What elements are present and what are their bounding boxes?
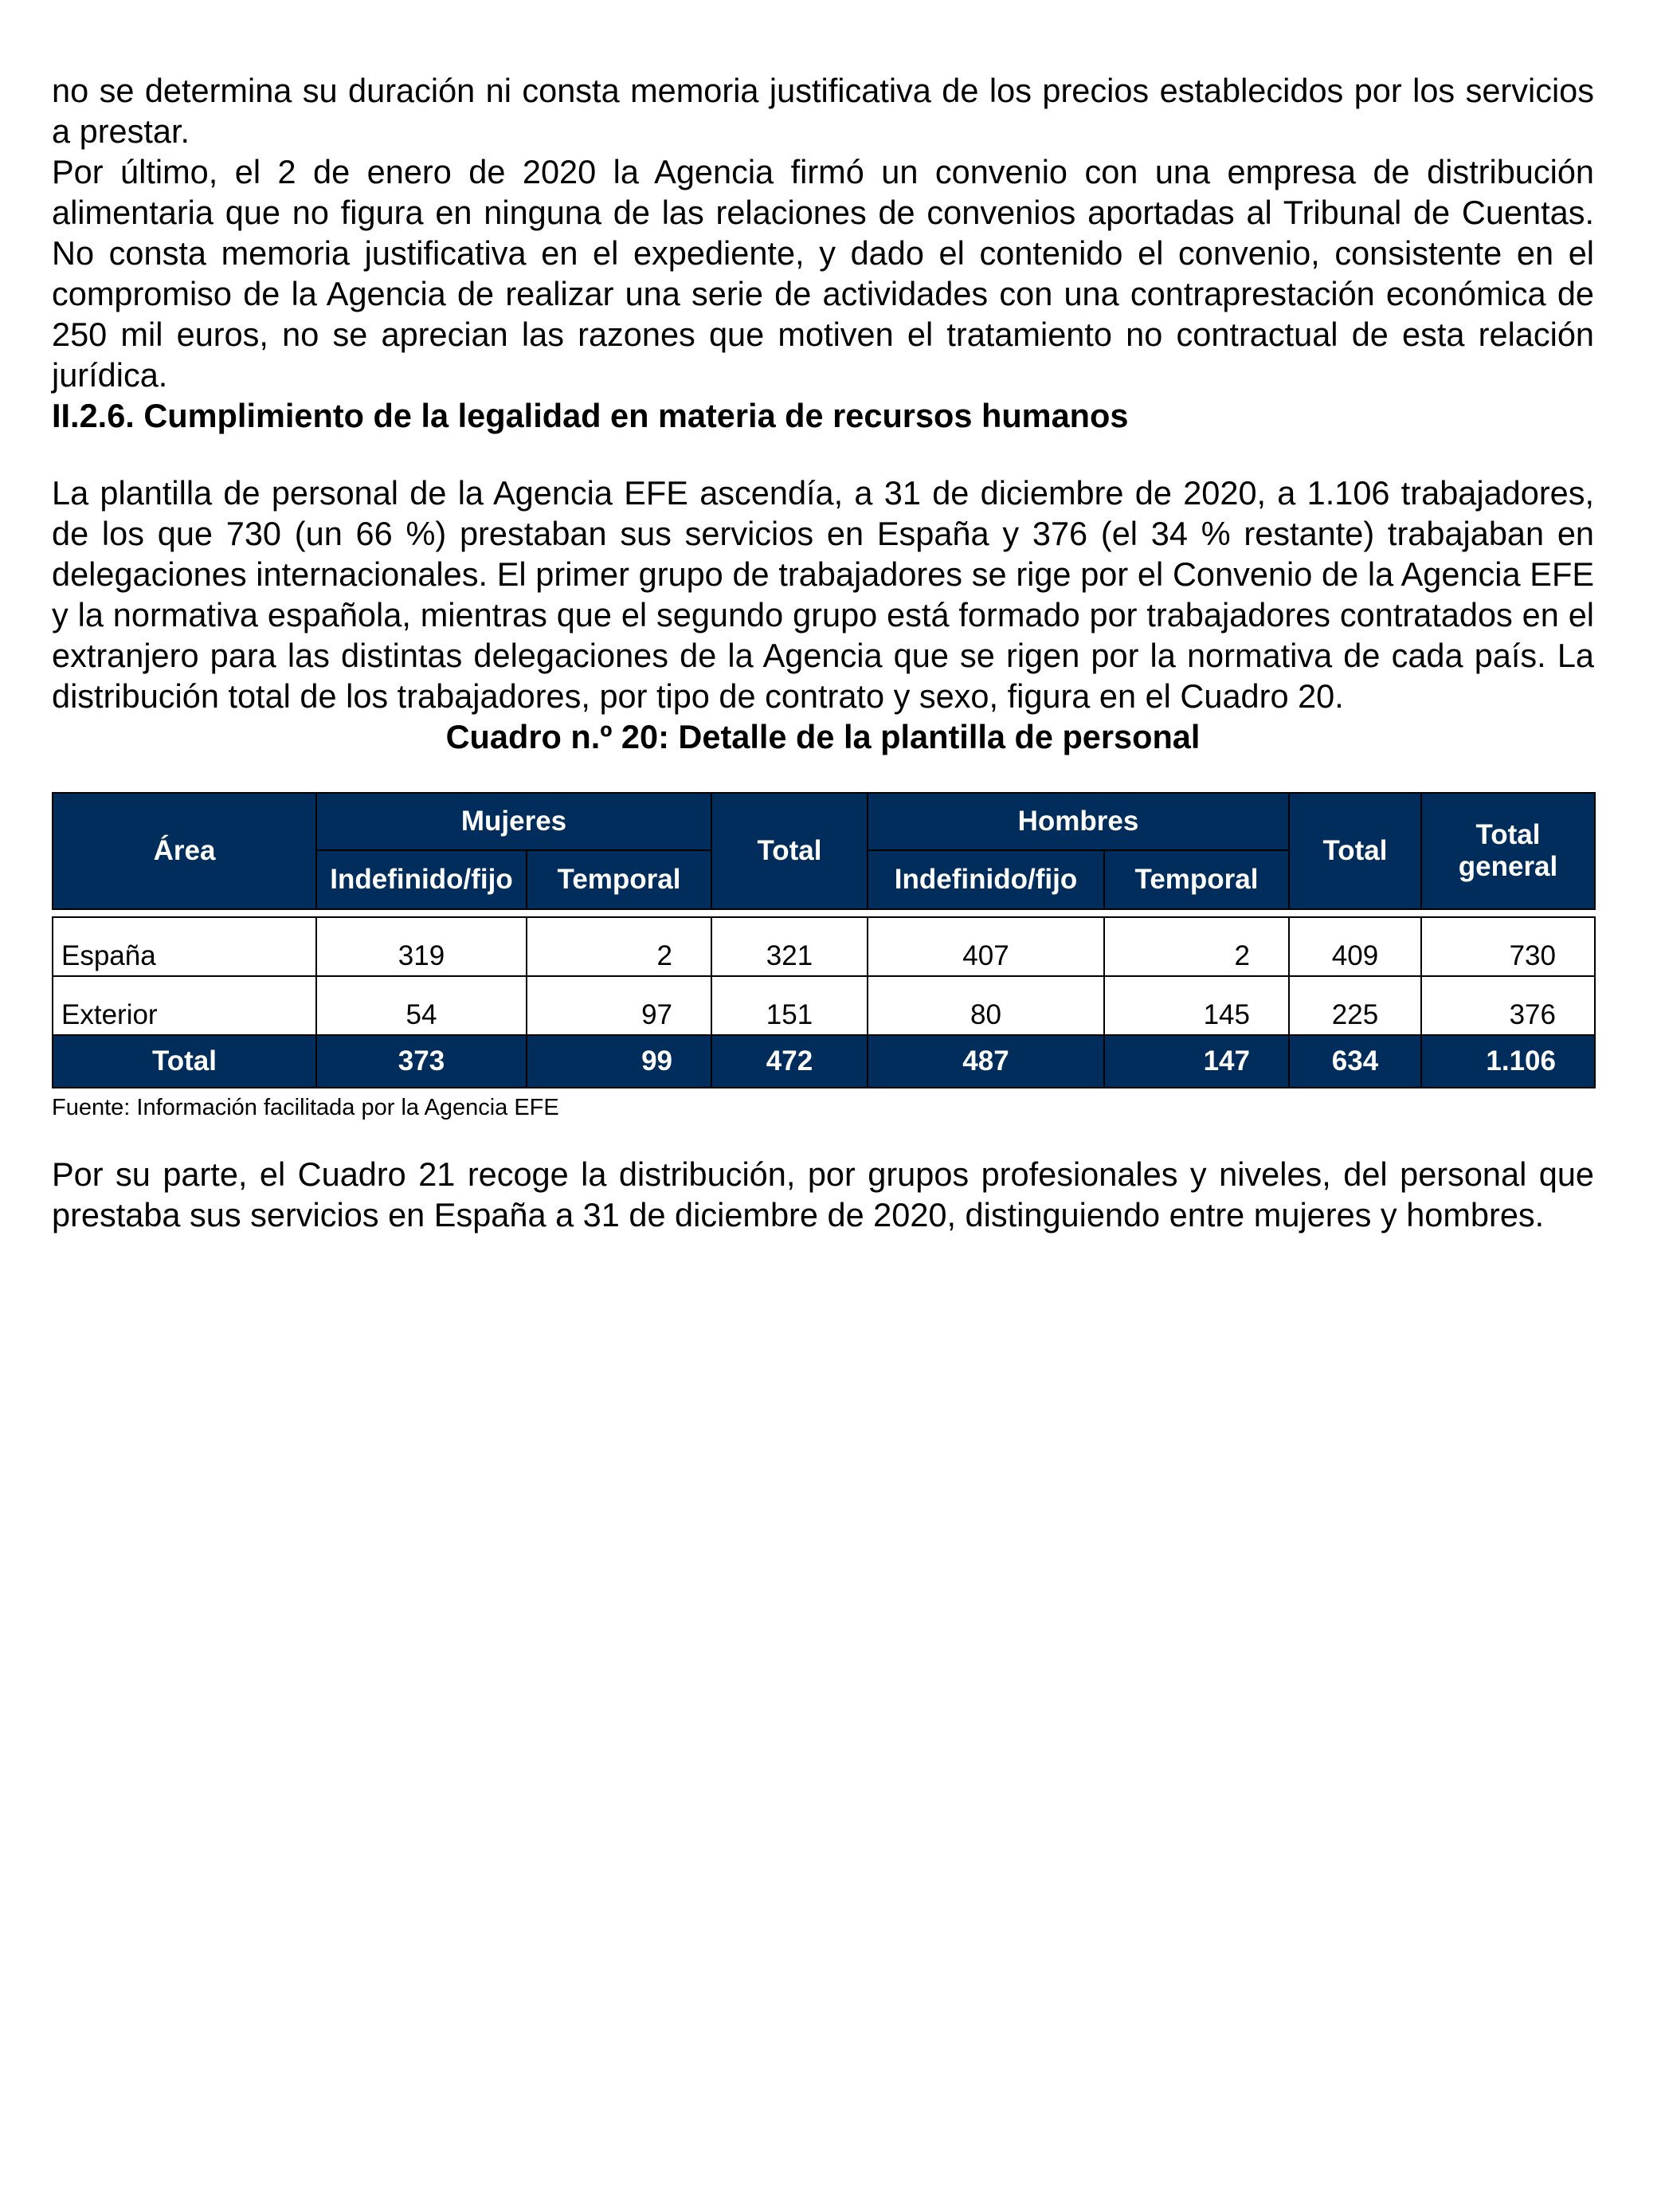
document-page <box>52 70 1594 1235</box>
staff-table <box>52 792 1596 1088</box>
cell-m-total: 151 <box>711 976 868 1035</box>
table-spacer <box>53 909 1595 917</box>
spacer-cell <box>53 909 1595 917</box>
cell-m-indef: 319 <box>316 917 527 976</box>
table-row <box>53 917 1595 976</box>
cell-total-h-indef: 487 <box>868 1035 1104 1088</box>
cell-m-temp: 97 <box>527 976 711 1035</box>
header-total-general: Total general <box>1421 793 1595 909</box>
table-row <box>53 976 1595 1035</box>
header-total-mujeres: Total <box>711 793 868 909</box>
cell-total-h-temp: 147 <box>1104 1035 1289 1088</box>
header-mujeres: Mujeres <box>316 793 711 850</box>
cell-total-m-total: 472 <box>711 1035 868 1088</box>
cell-total-general: 376 <box>1421 976 1595 1035</box>
cell-total-m-temp: 99 <box>527 1035 711 1088</box>
header-mujeres-temporal: Temporal <box>527 850 711 909</box>
header-hombres-temporal: Temporal <box>1104 850 1289 909</box>
section-heading: II.2.6. Cumplimiento de la legalidad en materia de recursos humanos <box>52 397 1129 434</box>
cell-total-label: Total <box>53 1035 316 1088</box>
cell-total-m-indef: 373 <box>316 1035 527 1088</box>
paragraph: no se determina su duración ni consta memoria justificativa de los precios establecidos por los servicios a prestar. <box>52 72 1594 150</box>
cell-m-total: 321 <box>711 917 868 976</box>
cell-h-indef: 407 <box>868 917 1104 976</box>
cell-h-temp: 2 <box>1104 917 1289 976</box>
cell-m-temp: 2 <box>527 917 711 976</box>
cell-total-general: 730 <box>1421 917 1595 976</box>
paragraph: Por su parte, el Cuadro 21 recoge la distribución, por grupos profesionales y niveles, del personal que prestaba sus servicios en España a 31 de diciembre de 2020, distinguiendo entre mujeres y hombres. <box>52 1155 1594 1233</box>
cell-h-temp: 145 <box>1104 976 1289 1035</box>
header-total-hombres: Total <box>1289 793 1421 909</box>
cell-m-indef: 54 <box>316 976 527 1035</box>
cell-total-general-sum: 1.106 <box>1421 1035 1595 1088</box>
header-area: Área <box>53 793 316 909</box>
table-total-row <box>53 1035 1595 1088</box>
paragraph: Por último, el 2 de enero de 2020 la Agencia firmó un convenio con una empresa de distribución alimentaria que no figura en ninguna de las relaciones de convenios aportadas al Tribunal de Cuentas. No consta memoria justificativa en el expediente, y dado el contenido el convenio, consistente en el compromiso de la Agencia de realizar una serie de actividades con una contraprestación económica de 250 mil euros, no se aprecian las razones que motiven el tratamiento no contractual de esta relación jurídica. <box>52 153 1594 394</box>
cell-h-indef: 80 <box>868 976 1104 1035</box>
header-hombres-indefinido: Indefinido/fijo <box>868 850 1104 909</box>
cell-h-total: 225 <box>1289 976 1421 1035</box>
cell-area: España <box>53 917 316 976</box>
table-caption: Cuadro n.º 20: Detalle de la plantilla de personal <box>445 718 1201 755</box>
cell-total-h-total: 634 <box>1289 1035 1421 1088</box>
paragraph: La plantilla de personal de la Agencia EFE ascendía, a 31 de diciembre de 2020, a 1.106 trabajadores, de los que 730 (un 66 %) prestaban sus servicios en España y 376 (el 34 % restante) trabajaban en delegaciones internacionales. El primer grupo de trabajadores se rige por el Convenio de la Agencia EFE y la normativa española, mientras que el segundo grupo está formado por trabajadores contratados en el extranjero para las distintas delegaciones de la Agencia que se rigen por la normativa de cada país. La distribución total de los trabajadores, por tipo de contrato y sexo, figura en el Cuadro 20. <box>52 474 1594 715</box>
header-mujeres-indefinido: Indefinido/fijo <box>316 850 527 909</box>
header-hombres: Hombres <box>868 793 1289 850</box>
cell-h-total: 409 <box>1289 917 1421 976</box>
table-source-note: Fuente: Información facilitada por la Agencia EFE <box>52 1095 559 1120</box>
cell-area: Exterior <box>53 976 316 1035</box>
